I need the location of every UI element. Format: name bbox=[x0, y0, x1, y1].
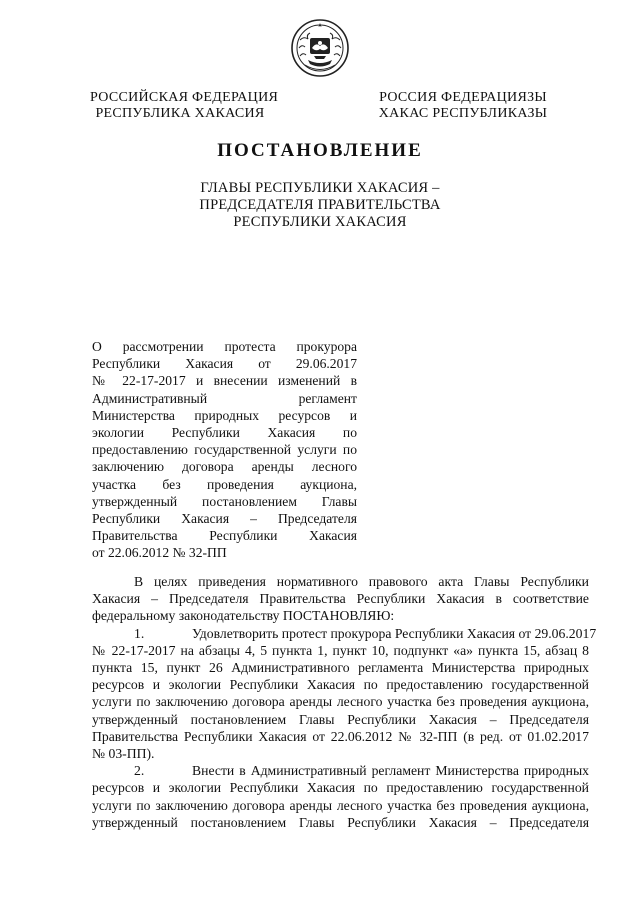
body-line: № 22-17-2017 на абзацы 4, 5 пункта 1, пункт 10, подпункт «а» пункта 15, абзац 8 bbox=[92, 642, 589, 658]
body-line: В целях приведения нормативного правового акта Главы Республики bbox=[134, 574, 589, 589]
subtitle-line: ГЛАВЫ РЕСПУБЛИКИ ХАКАСИЯ – bbox=[200, 180, 440, 196]
body-line: утвержденный постановлением Главы Республики Хакасия – Председателя bbox=[92, 814, 589, 830]
document-body bbox=[92, 573, 597, 831]
subject-line: от 22.06.2012 № 32-ПП bbox=[92, 545, 227, 561]
body-line: ресурсов и экологии Республики Хакасия по предоставлению государственной bbox=[92, 780, 589, 796]
subject-line: № 22-17-2017 и внесении изменений в bbox=[92, 373, 357, 389]
body-line: услуги по заключению договора аренды лесного участка без проведения аукциона, bbox=[92, 797, 589, 813]
body-line: услуги по заключению договора аренды лесного участка без проведения аукциона, bbox=[92, 694, 589, 710]
coat-of-arms-emblem-icon bbox=[290, 18, 350, 78]
subject-line: экологии Республики Хакасия по bbox=[92, 425, 357, 441]
subject-line: О рассмотрении протеста прокурора bbox=[92, 339, 357, 354]
header-left-line: РОССИЙСКАЯ ФЕДЕРАЦИЯ bbox=[90, 90, 279, 105]
item-1-paragraph bbox=[92, 625, 597, 763]
item-2-paragraph bbox=[92, 762, 589, 831]
document-title: ПОСТАНОВЛЕНИЕ bbox=[217, 140, 423, 161]
body-line bbox=[92, 762, 589, 779]
subject-line: утвержденный постановлением Главы bbox=[92, 493, 357, 509]
subtitle-line: ПРЕДСЕДАТЕЛЯ ПРАВИТЕЛЬСТВА bbox=[199, 197, 441, 213]
header-left-line: РЕСПУБЛИКА ХАКАСИЯ bbox=[95, 106, 265, 121]
document-subtitle bbox=[160, 180, 480, 231]
intro-paragraph bbox=[92, 573, 589, 625]
body-line: ресурсов и экологии Республики Хакасия по предоставлению государственной bbox=[92, 677, 589, 693]
body-line bbox=[92, 625, 597, 642]
item-number: 2. bbox=[134, 763, 145, 779]
body-line: федеральному законодательству ПОСТАНОВЛЯЮ: bbox=[92, 608, 395, 624]
subject-line: Административный регламент bbox=[92, 390, 357, 406]
subject-block bbox=[92, 338, 357, 562]
body-line: Правительства Республики Хакасия от 22.06.2012 № 32-ПП (в ред. от 01.02.2017 bbox=[92, 728, 589, 744]
body-line-text: Внести в Административный регламент Министерства природных bbox=[192, 763, 589, 779]
body-line: № 03-ПП). bbox=[92, 746, 155, 762]
item-number: 1. bbox=[134, 625, 145, 641]
header-russian bbox=[90, 90, 279, 122]
body-line: пункта 15, пункт 26 Административного регламента Министерства природных bbox=[92, 660, 589, 676]
body-line-text: Удовлетворить протест прокурора Республики Хакасия от 29.06.2017 bbox=[192, 625, 597, 641]
subject-line: заключению договора аренды лесного bbox=[92, 459, 357, 475]
body-line: Хакасия – Председателя Правительства Республики Хакасия в соответствие bbox=[92, 591, 589, 607]
subject-line: Республики Хакасия от 29.06.2017 bbox=[92, 356, 357, 372]
subject-line: участка без проведения аукциона, bbox=[92, 476, 357, 492]
subject-line: Министерства природных ресурсов и bbox=[92, 407, 357, 423]
header-right-line: ХАКАС РЕСПУБЛИКАЗЫ bbox=[378, 106, 548, 121]
header-khakas bbox=[378, 90, 548, 122]
subtitle-line: РЕСПУБЛИКИ ХАКАСИЯ bbox=[233, 214, 407, 230]
subject-line: предоставлению государственной услуги по bbox=[92, 442, 357, 458]
header-right-line: РОССИЯ ФЕДЕРАЦИЯЗЫ bbox=[379, 90, 547, 105]
subject-line: Республики Хакасия – Председателя bbox=[92, 511, 357, 527]
body-line: утвержденный постановлением Главы Республики Хакасия – Председателя bbox=[92, 711, 589, 727]
subject-line: Правительства Республики Хакасия bbox=[92, 528, 357, 544]
